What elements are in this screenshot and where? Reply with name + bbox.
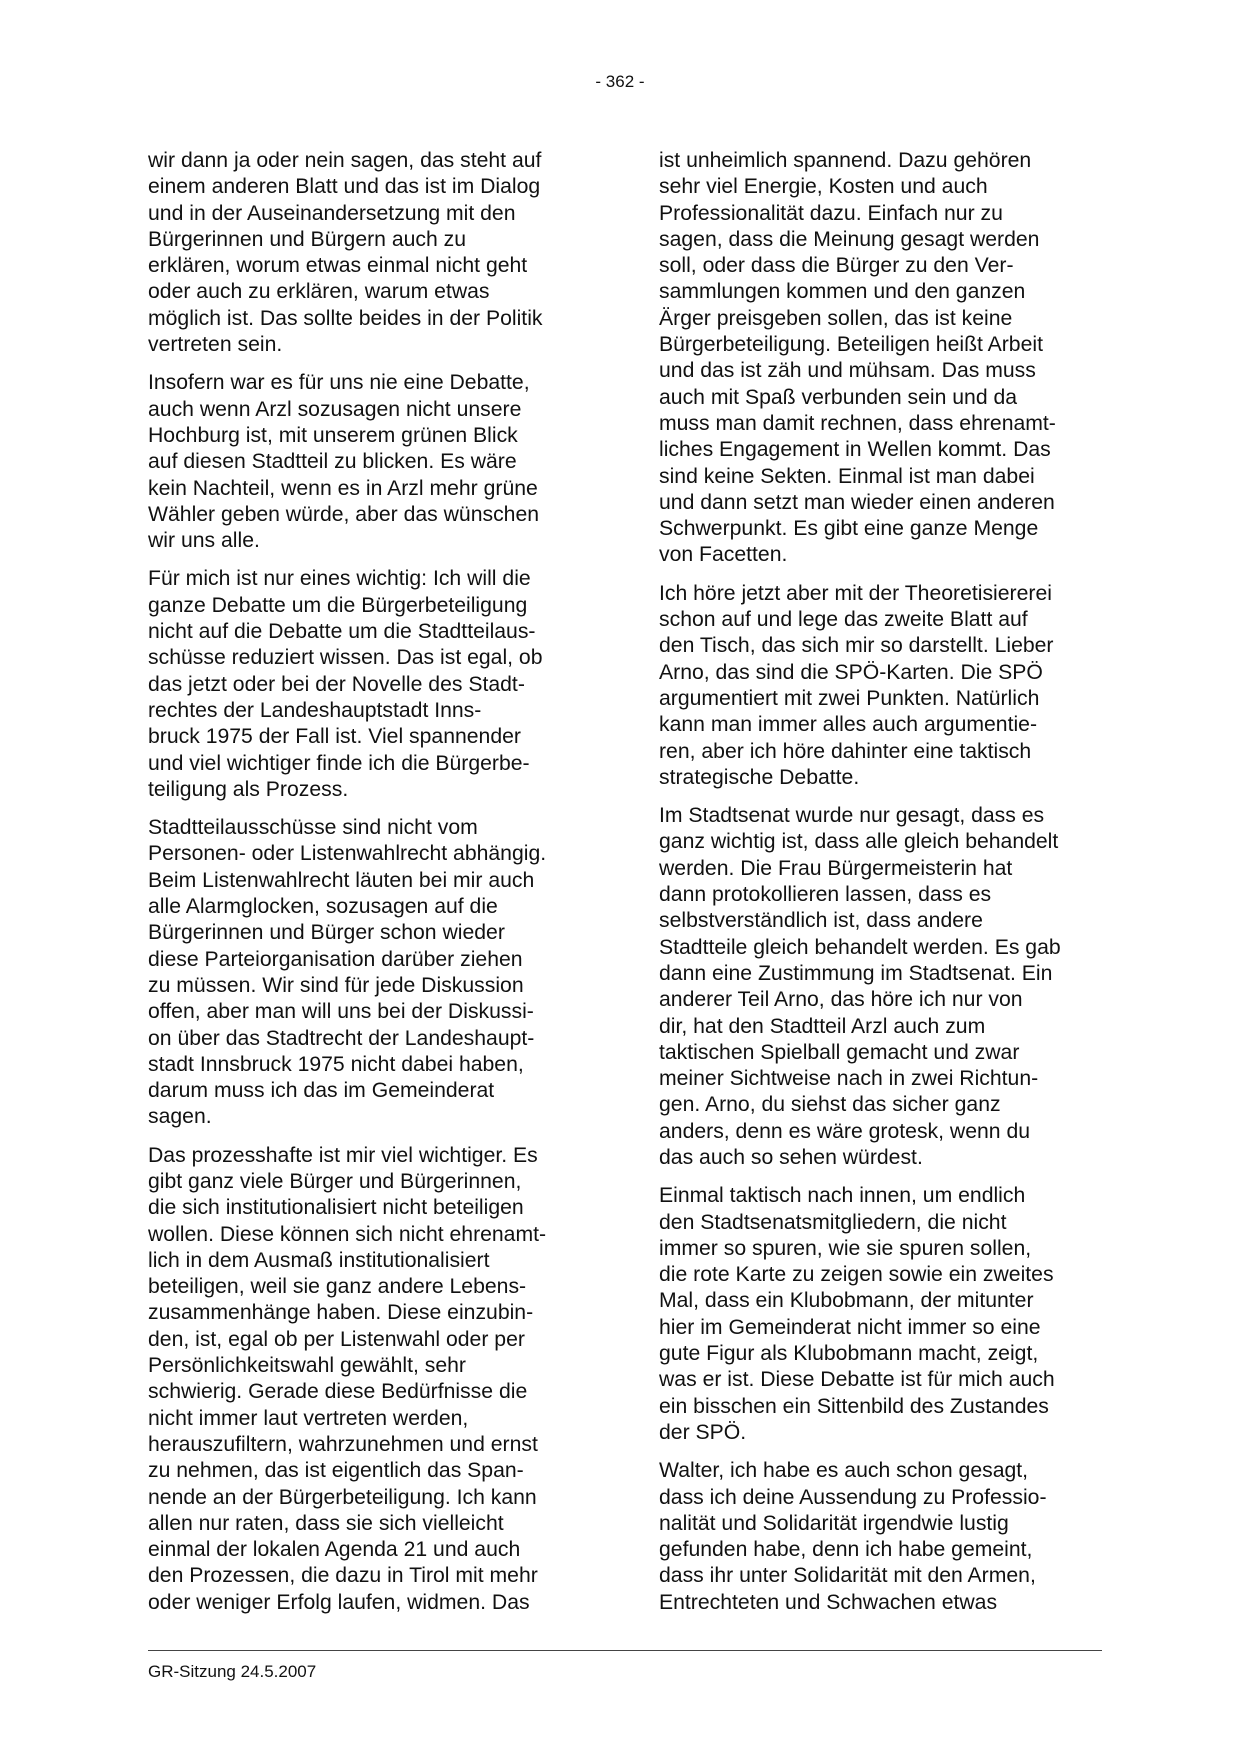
footer-divider <box>148 1650 1102 1651</box>
left-text-column <box>148 148 584 1628</box>
right-paragraph-5: Walter, ich habe es auch schon gesagt, dass ich deine Aussendung zu Professio- nalität und Solidarität irgendwie lustig gefunden habe, denn ich habe gemeint, dass ihr unter Solidarität mit den Armen, Entrechteten und Schwachen etwas <box>659 1459 1047 1614</box>
left-paragraph-3: Für mich ist nur eines wichtig: Ich will die ganze Debatte um die Bürgerbeteiligung nicht auf die Debatte um die Stadtteilaus- schüsse reduziert wissen. Das ist egal, ob das jetzt oder bei der Novelle des Stadt- rechtes der Landeshauptstadt Inns- bruck 1975 der Fall ist. Viel spannender und viel wichtiger finde ich die Bürgerbe- teiligung als Prozess. <box>148 567 543 801</box>
left-paragraph-1: wir dann ja oder nein sagen, das steht auf einem anderen Blatt und das ist im Dialog und in der Auseinandersetzung mit den Bürgerinnen und Bürgern auch zu erklären, worum etwas einmal nicht geht oder auch zu erklären, warum etwas möglich ist. Das sollte beides in der Politik vertreten sein. <box>148 149 543 357</box>
page-number: - 362 - <box>595 72 645 91</box>
left-paragraph-5: Das prozesshafte ist mir viel wichtiger. Es gibt ganz viele Bürger und Bürgerinnen, die sich institutionalisiert nicht beteiligen wollen. Diese können sich nicht ehrenamt- lich in dem Ausmaß institutionalisiert beteiligen, weil sie ganz andere Lebens- zusammenhänge haben. Diese einzubin- den, ist, egal ob per Listenwahl oder per Persönlichkeitswahl gewählt, sehr schwierig. Gerade diese Bedürfnisse die nicht immer laut vertreten werden, herauszufiltern, wahrzunehmen und ernst zu nehmen, das ist eigentlich das Span- nende an der Bürgerbeteiligung. Ich kann allen nur raten, dass sie sich vielleicht einmal der lokalen Agenda 21 und auch den Prozessen, die dazu in Tirol mit mehr oder weniger Erfolg laufen, widmen. Das <box>148 1143 547 1614</box>
left-paragraph-4: Stadtteilausschüsse sind nicht vom Personen- oder Listenwahlrecht abhängig. Beim Listenwahlrecht läuten bei mir auch alle Alarmglocken, sozusagen auf die Bürgerinnen und Bürger schon wieder diese Parteiorganisation darüber ziehen zu müssen. Wir sind für jede Diskussion offen, aber man will uns bei der Diskussi- on über das Stadtrecht der Landeshaupt- stadt Innsbruck 1975 nicht dabei haben, darum muss ich das im Gemeinderat sagen. <box>148 816 547 1129</box>
right-paragraph-4: Einmal taktisch nach innen, um endlich den Stadtsenatsmitgliedern, die nicht immer so spuren, wie sie spuren sollen, die rote Karte zu zeigen sowie ein zweites Mal, dass ein Klubobmann, der mitunter hier im Gemeinderat nicht immer so eine gute Figur als Klubobmann macht, zeigt, was er ist. Diese Debatte ist für mich auch ein bisschen ein Sittenbild des Zustandes der SPÖ. <box>659 1184 1055 1444</box>
left-paragraph-2: Insofern war es für uns nie eine Debatte, auch wenn Arzl sozusagen nicht unsere Hochburg ist, mit unserem grünen Blick auf diesen Stadtteil zu blicken. Es wäre kein Nachteil, wenn es in Arzl mehr grüne Wähler geben würde, aber das wünschen wir uns alle. <box>148 371 540 553</box>
right-paragraph-3: Im Stadtsenat wurde nur gesagt, dass es ganz wichtig ist, dass alle gleich behandelt werden. Die Frau Bürgermeisterin hat dann protokollieren lassen, dass es selbstverständlich ist, dass andere Stadtteile gleich behandelt werden. Es gab dann eine Zustimmung im Stadtsenat. Ein anderer Teil Arno, das höre ich nur von dir, hat den Stadtteil Arzl auch zum taktischen Spielball gemacht und zwar meiner Sichtweise nach in zwei Richtun- gen. Arno, du siehst das sicher ganz anders, denn es wäre grotesk, wenn du das auch so sehen würdest. <box>659 804 1061 1169</box>
footer-session-label: GR-Sitzung 24.5.2007 <box>148 1662 317 1681</box>
right-paragraph-1: ist unheimlich spannend. Dazu gehören sehr viel Energie, Kosten und auch Professionalität dazu. Einfach nur zu sagen, dass die Meinung gesagt werden soll, oder dass die Bürger zu den Ver- sammlungen kommen und den ganzen Ärger preisgeben sollen, das ist keine Bürgerbeteiligung. Beteiligen heißt Arbeit und das ist zäh und mühsam. Das muss auch mit Spaß verbunden sein und da muss man damit rechnen, dass ehrenamt- liches Engagement in Wellen kommt. Das sind keine Sekten. Einmal ist man dabei und dann setzt man wieder einen anderen Schwerpunkt. Es gibt eine ganze Menge von Facetten. <box>659 149 1056 567</box>
right-text-column <box>659 148 1095 1628</box>
right-paragraph-2: Ich höre jetzt aber mit der Theoretisiererei schon auf und lege das zweite Blatt auf den Tisch, das sich mir so darstellt. Lieber Arno, das sind die SPÖ-Karten. Die SPÖ argumentiert mit zwei Punkten. Natürlich kann man immer alles auch argumentie- ren, aber ich höre dahinter eine taktisch strategische Debatte. <box>659 581 1054 789</box>
